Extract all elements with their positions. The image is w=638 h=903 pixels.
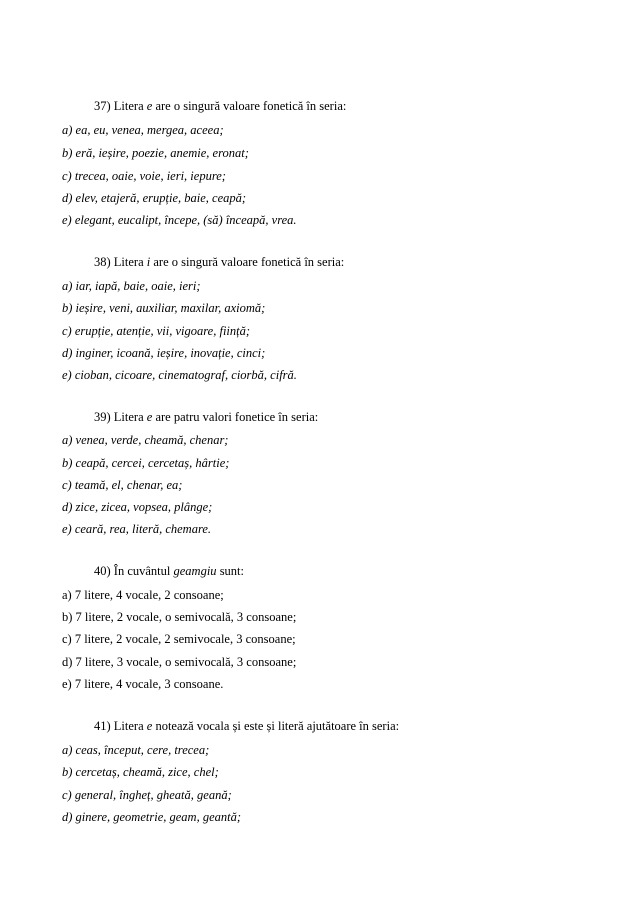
- prompt-text: are o singură valoare fonetică în seria:: [150, 255, 345, 269]
- question-41-prompt: [94, 718, 399, 734]
- question-38-prompt: [94, 254, 344, 270]
- prompt-emphasis: i: [146, 255, 151, 269]
- prompt-emphasis: geamgiu: [173, 564, 217, 578]
- option-39-a: a) venea, verde, cheamă, chenar;: [62, 433, 229, 447]
- option-41-a: a) ceas, început, cere, trecea;: [62, 743, 210, 757]
- prompt-emphasis: e: [146, 410, 153, 424]
- prompt-text: 40) În cuvântul: [94, 564, 174, 578]
- option-40-c: c) 7 litere, 2 vocale, 2 semivocale, 3 consoane;: [62, 632, 296, 646]
- prompt-text: sunt:: [216, 564, 244, 578]
- prompt-text: 39) Litera: [94, 410, 147, 424]
- question-39-prompt: [94, 409, 318, 425]
- option-40-d: d) 7 litere, 3 vocale, o semivocală, 3 consoane;: [62, 655, 297, 669]
- option-38-e: e) cioban, cicoare, cinematograf, ciorbă, cifră.: [62, 368, 297, 382]
- prompt-emphasis: e: [146, 719, 153, 733]
- option-41-c: c) general, îngheț, gheată, geană;: [62, 788, 232, 802]
- prompt-text: 41) Litera: [94, 719, 147, 733]
- option-37-d: d) elev, etajeră, erupție, baie, ceapă;: [62, 191, 247, 205]
- option-37-e: e) elegant, eucalipt, începe, (să) înceapă, vrea.: [62, 213, 297, 227]
- option-38-a: a) iar, iapă, baie, oaie, ieri;: [62, 279, 201, 293]
- prompt-emphasis: e: [146, 99, 153, 113]
- prompt-text: notează vocala și este și literă ajutătoare în seria:: [152, 719, 400, 733]
- question-37-prompt: [94, 98, 346, 114]
- prompt-text: are patru valori fonetice în seria:: [152, 410, 319, 424]
- prompt-text: 37) Litera: [94, 99, 147, 113]
- prompt-text: are o singură valoare fonetică în seria:: [152, 99, 347, 113]
- option-39-e: e) ceară, rea, literă, chemare.: [62, 522, 212, 536]
- option-40-b: b) 7 litere, 2 vocale, o semivocală, 3 consoane;: [62, 610, 297, 624]
- prompt-text: 38) Litera: [94, 255, 147, 269]
- option-39-d: d) zice, zicea, vopsea, plânge;: [62, 500, 213, 514]
- question-40-prompt: [94, 563, 244, 579]
- option-37-a: a) ea, eu, venea, mergea, aceea;: [62, 123, 224, 137]
- option-41-d: d) ginere, geometrie, geam, geantă;: [62, 810, 241, 824]
- option-38-c: c) erupție, atenție, vii, vigoare, ființă;: [62, 324, 251, 338]
- option-38-b: b) ieșire, veni, auxiliar, maxilar, axiomă;: [62, 301, 266, 315]
- option-38-d: d) inginer, icoană, ieșire, inovație, cinci;: [62, 346, 266, 360]
- option-37-c: c) trecea, oaie, voie, ieri, iepure;: [62, 169, 226, 183]
- option-40-a: a) 7 litere, 4 vocale, 2 consoane;: [62, 588, 224, 602]
- option-41-b: b) cercetaș, cheamă, zice, chel;: [62, 765, 219, 779]
- option-39-c: c) teamă, el, chenar, ea;: [62, 478, 183, 492]
- option-37-b: b) eră, ieșire, poezie, anemie, eronat;: [62, 146, 249, 160]
- option-40-e: e) 7 litere, 4 vocale, 3 consoane.: [62, 677, 224, 691]
- option-39-b: b) ceapă, cercei, cercetaș, hârtie;: [62, 456, 230, 470]
